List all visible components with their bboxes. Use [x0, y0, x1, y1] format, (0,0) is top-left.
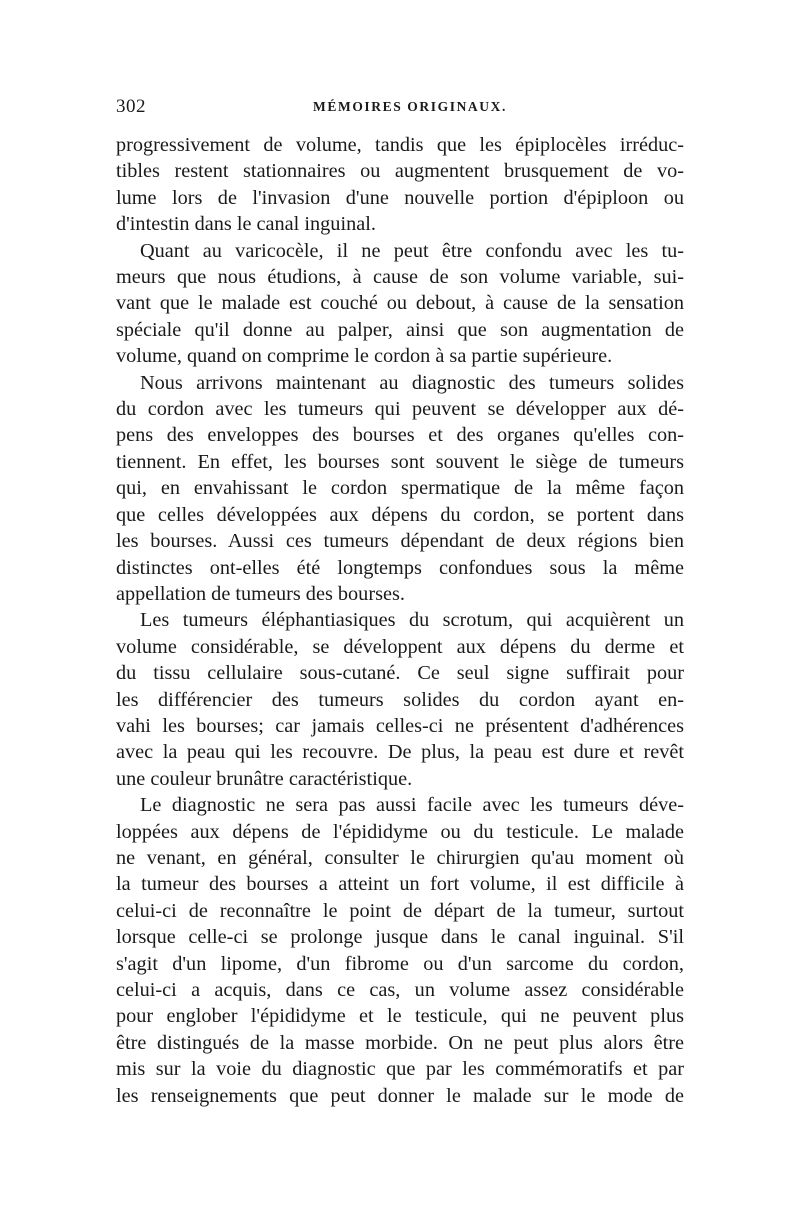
- text-line: Quant au varicocèle, il ne peut être confondu avec les tu-: [140, 239, 684, 262]
- text-line: Le diagnostic ne sera pas aussi facile avec les tumeurs déve-: [140, 794, 684, 817]
- text-line: les différencier des tumeurs solides du cordon ayant en-: [116, 688, 684, 711]
- text-line: progressivement de volume, tandis que les épiplocèles irréduc-: [116, 134, 684, 156]
- paragraph: [116, 370, 684, 608]
- text-line: avec la peau qui les recouvre. De plus, la peau est dure et revêt: [116, 741, 684, 764]
- text-line: loppées aux dépens de l'épididyme ou du testicule. Le malade: [116, 820, 684, 843]
- text-line: qui, en envahissant le cordon spermatique de la même façon: [116, 477, 684, 500]
- text-line: la tumeur des bourses a atteint un fort volume, il est difficile à: [116, 873, 684, 896]
- text-line: pour englober l'épididyme et le testicule, qui ne peuvent plus: [116, 1005, 684, 1028]
- text-line: celui-ci de reconnaître le point de départ de la tumeur, surtout: [116, 899, 684, 922]
- text-line: appellation de tumeurs des bourses.: [116, 582, 405, 605]
- text-line: lorsque celle-ci se prolonge jusque dans le canal inguinal. S'il: [116, 926, 684, 949]
- text-line: distinctes ont-elles été longtemps confondues sous la même: [116, 556, 684, 579]
- text-line: d'intestin dans le canal inguinal.: [116, 213, 376, 236]
- text-line: pens des enveloppes des bourses et des organes qu'elles con-: [116, 424, 684, 447]
- text-line: Nous arrivons maintenant au diagnostic des tumeurs solides: [140, 371, 684, 394]
- paragraph: [116, 238, 684, 370]
- body-text: [116, 132, 684, 1109]
- text-line: ne venant, en général, consulter le chirurgien qu'au moment où: [116, 846, 684, 869]
- text-line: tiennent. En effet, les bourses sont souvent le siège de tumeurs: [116, 450, 684, 473]
- paragraph: [116, 792, 684, 1109]
- paragraph: [116, 607, 684, 792]
- text-line: spéciale qu'il donne au palper, ainsi que son augmentation de: [116, 318, 684, 341]
- text-line: être distingués de la masse morbide. On ne peut plus alors être: [116, 1031, 684, 1054]
- text-line: Les tumeurs éléphantiasiques du scrotum, qui acquièrent un: [140, 609, 684, 632]
- text-line: mis sur la voie du diagnostic que par les commémoratifs et par: [116, 1058, 684, 1081]
- text-line: tibles restent stationnaires ou augmentent brusquement de vo-: [116, 160, 684, 183]
- text-line: que celles développées aux dépens du cordon, se portent dans: [116, 503, 684, 526]
- paragraph: [116, 132, 684, 238]
- book-page: [116, 96, 684, 1109]
- text-line: vahi les bourses; car jamais celles-ci ne présentent d'adhérences: [116, 714, 684, 737]
- text-line: lume lors de l'invasion d'une nouvelle portion d'épiploon ou: [116, 186, 684, 209]
- text-line: volume considérable, se développent aux dépens du derme et: [116, 635, 684, 658]
- text-line: volume, quand on comprime le cordon à sa partie supérieure.: [116, 345, 613, 368]
- text-line: du cordon avec les tumeurs qui peuvent se développer aux dé-: [116, 398, 684, 421]
- text-line: du tissu cellulaire sous-cutané. Ce seul signe suffirait pour: [116, 662, 684, 685]
- text-line: celui-ci a acquis, dans ce cas, un volume assez considérable: [116, 979, 684, 1001]
- text-line: les bourses. Aussi ces tumeurs dépendant de deux régions bien: [116, 530, 684, 553]
- text-line: les renseignements que peut donner le malade sur le mode de: [116, 1084, 684, 1107]
- page-number: 302: [116, 96, 146, 117]
- running-title: MÉMOIRES ORIGINAUX.: [313, 99, 507, 114]
- text-line: s'agit d'un lipome, d'un fibrome ou d'un sarcome du cordon,: [116, 952, 684, 975]
- running-head: [116, 96, 684, 126]
- text-line: meurs que nous étudions, à cause de son volume variable, sui-: [116, 266, 684, 289]
- text-line: vant que le malade est couché ou debout, à cause de la sensation: [116, 292, 684, 315]
- text-line: une couleur brunâtre caractéristique.: [116, 767, 413, 790]
